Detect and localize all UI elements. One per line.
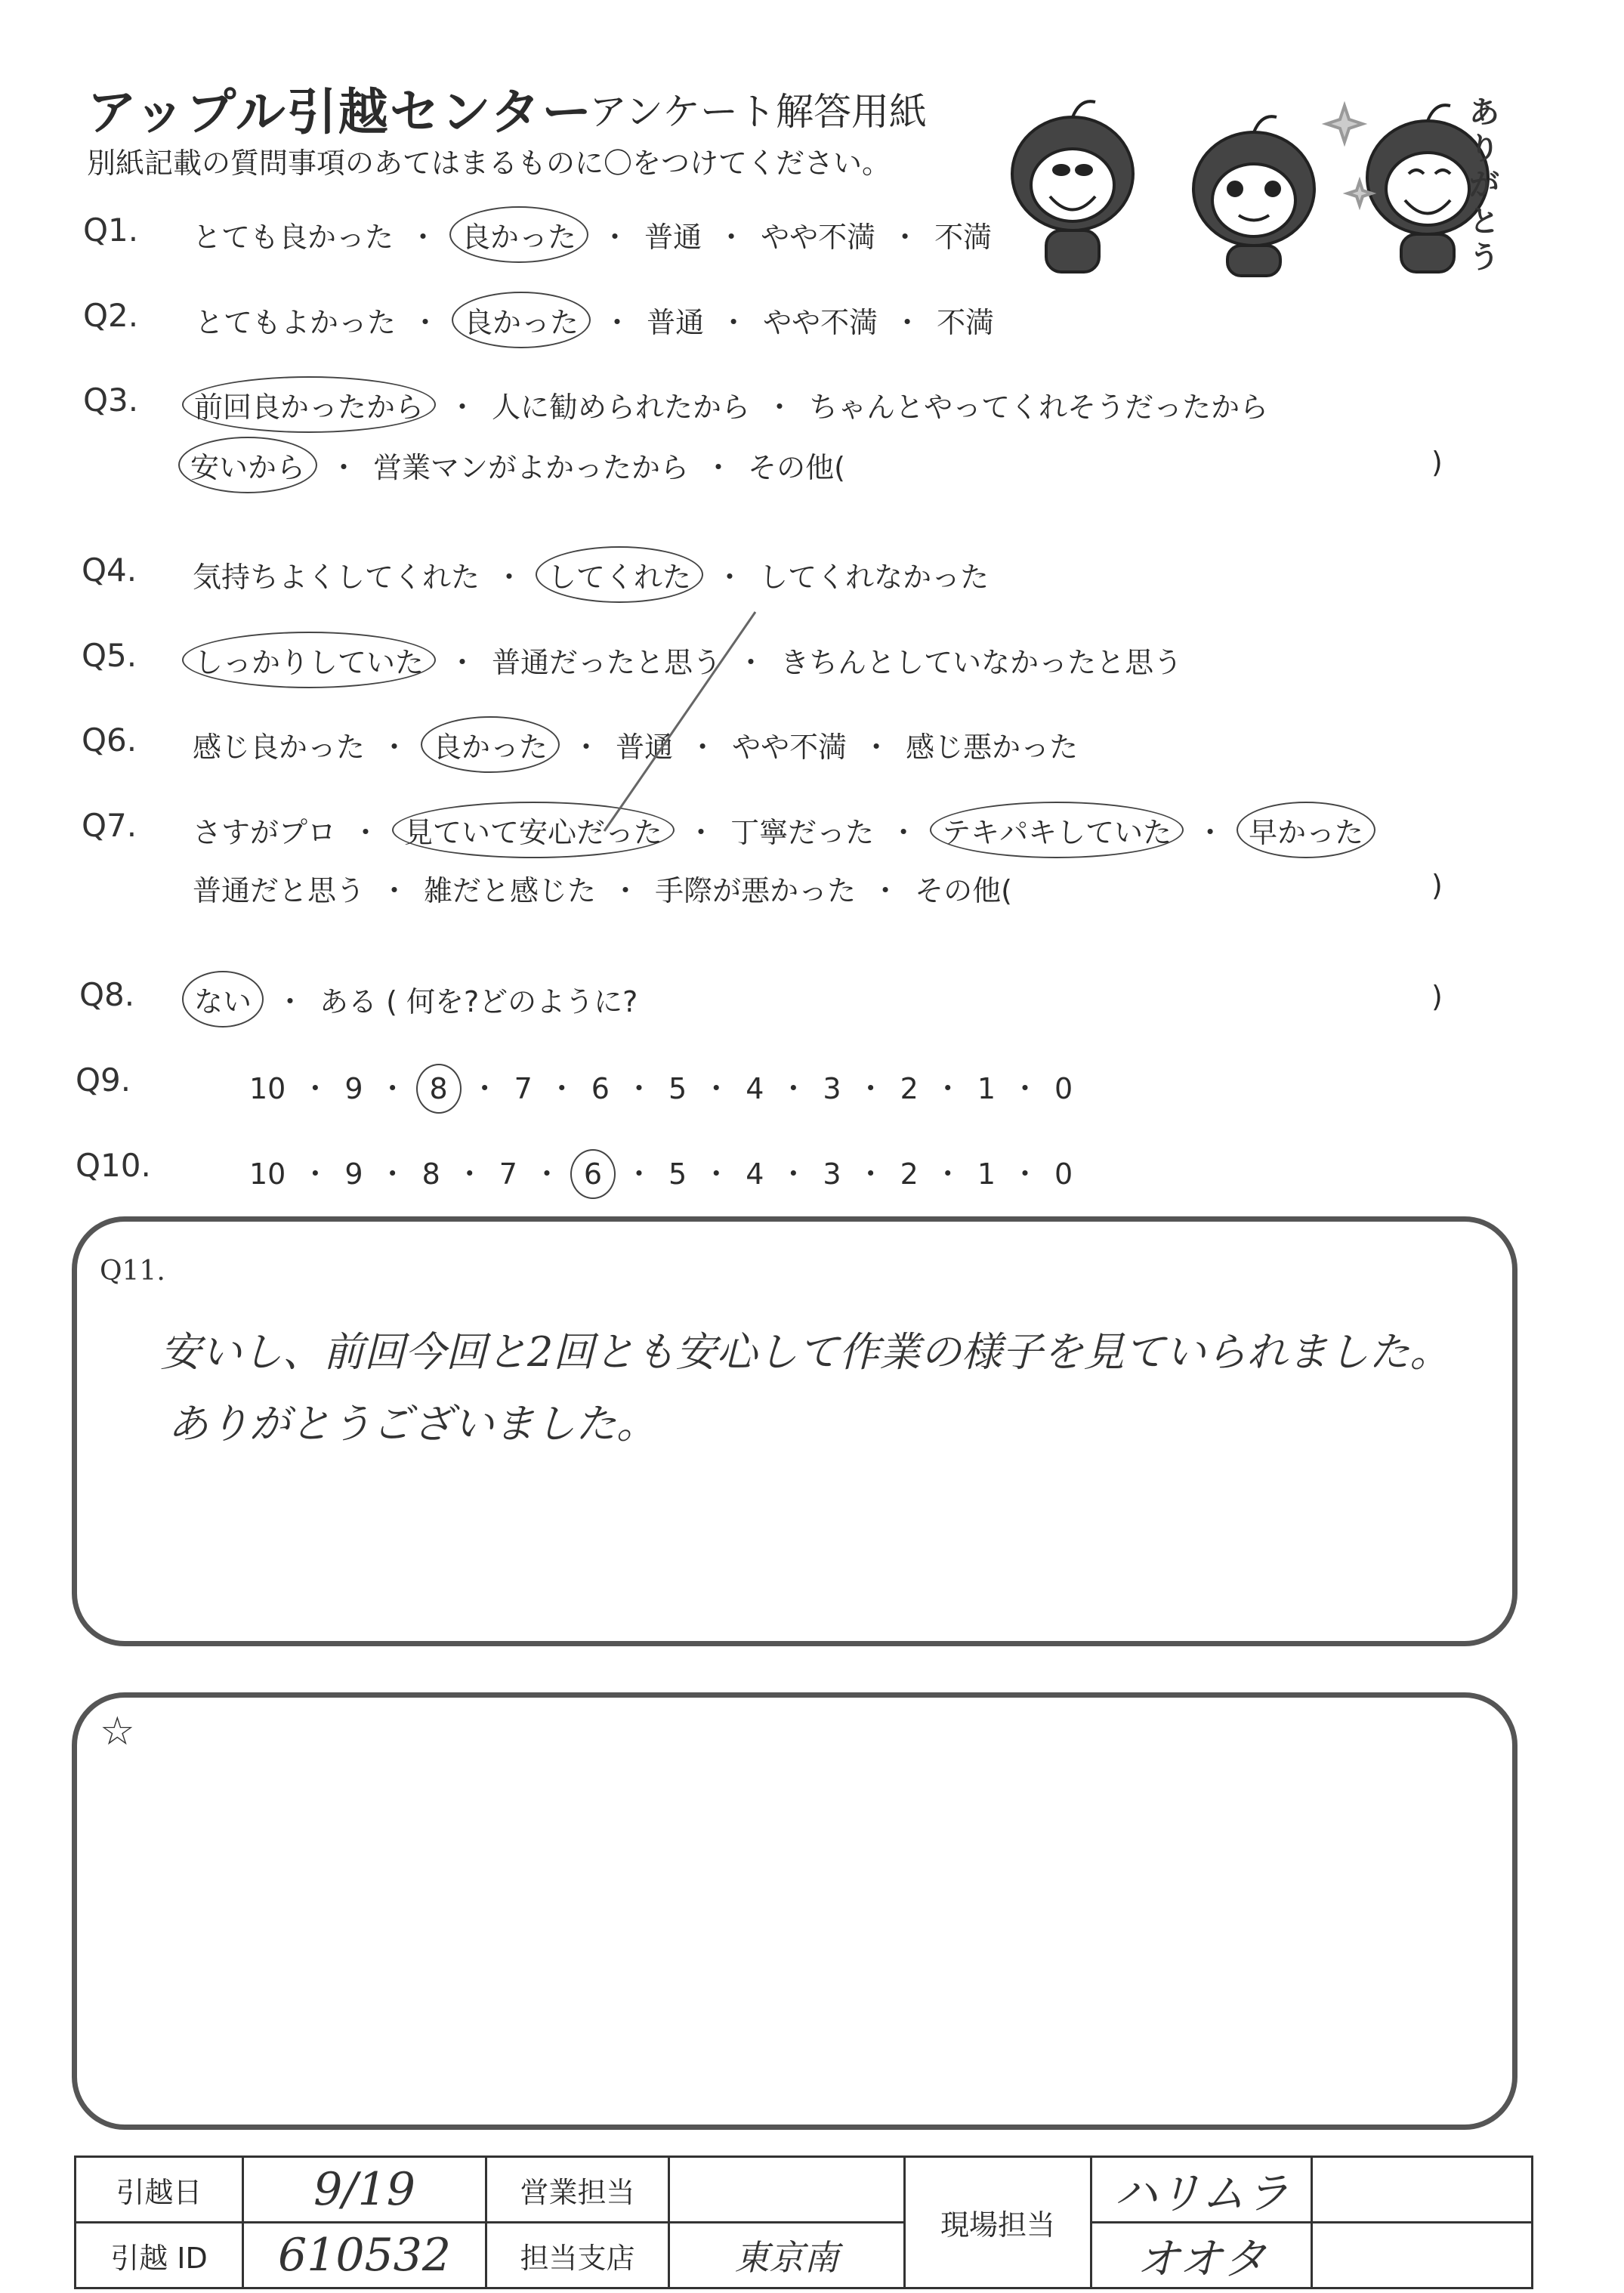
q3-option[interactable]: ちゃんとやってくれそうだったから <box>809 391 1269 424</box>
q5-option[interactable]: きちんとしていなかったと思う <box>780 646 1183 679</box>
q3-option-other[interactable]: その他( <box>748 451 845 484</box>
site-staff-value-1[interactable]: ハリムラ <box>1091 2157 1312 2223</box>
q9-score[interactable]: 2 <box>900 1072 919 1105</box>
q9-score[interactable]: 5 <box>668 1072 687 1105</box>
q2-options: とてもよかった ・ 良かった ・ 普通 ・ やや不満 ・ 不満 <box>195 299 994 341</box>
star-icon: ☆ <box>100 1709 135 1754</box>
q4-option[interactable]: 気持ちよくしてくれた <box>193 561 480 594</box>
q2-option-circled[interactable]: 良かった <box>452 292 591 348</box>
q9-score[interactable]: 10 <box>249 1072 286 1105</box>
q9-score[interactable]: 0 <box>1054 1072 1073 1105</box>
instruction-text: 別紙記載の質問事項のあてはまるものに〇をつけてください。 <box>87 147 891 180</box>
q4-option[interactable]: してくれなかった <box>759 561 990 594</box>
q1-option[interactable]: 普通 <box>644 221 702 254</box>
q6-option[interactable]: 感じ良かった <box>193 731 366 764</box>
q7-option[interactable]: 雑だと感じた <box>424 874 597 907</box>
q9-scale: 10 ・ 9 ・ 8 ・ 7 ・ 6 ・ 5 ・ 4 ・ 3 ・ 2 ・ 1 ・ 0 <box>249 1065 1073 1107</box>
q10-score[interactable]: 3 <box>823 1157 841 1191</box>
q7-option[interactable]: 普通だと思う <box>193 874 366 907</box>
q6-option[interactable]: 普通 <box>616 731 674 764</box>
monkey-mascots-illustration <box>990 76 1518 280</box>
q11-answer-line1: 安いし、前回今回と2回とも安心して作業の様子を見ていられました。 <box>160 1328 1451 1376</box>
q7-options-line1: さすがプロ ・ 見ていて安心だった ・ 丁寧だった ・ テキパキしていた ・ 早かった <box>193 809 1372 851</box>
q8-option-circled[interactable]: ない <box>182 971 264 1028</box>
q1-option[interactable]: 不満 <box>934 221 993 254</box>
q2-option[interactable]: 普通 <box>647 306 705 339</box>
q8-close-paren: ) <box>1431 980 1443 1013</box>
q1-option[interactable]: やや不満 <box>761 221 876 254</box>
q7-option[interactable]: さすがプロ <box>193 816 337 849</box>
q2-option[interactable]: やや不満 <box>763 306 878 339</box>
q5-option[interactable]: 普通だったと思う <box>492 646 722 679</box>
q9-score[interactable]: 1 <box>977 1072 996 1105</box>
move-id-label: 引越 ID <box>76 2223 243 2288</box>
footer-info-table <box>74 2155 1533 2289</box>
q5-label: Q5. <box>82 637 137 674</box>
q9-score-circled[interactable]: 8 <box>416 1064 462 1114</box>
q3-option[interactable]: 人に勧められたから <box>492 391 751 424</box>
q5-options: しっかりしていた ・ 普通だったと思う ・ きちんとしていなかったと思う <box>185 639 1182 681</box>
q7-option-circled[interactable]: テキパキしていた <box>930 802 1184 858</box>
q10-score[interactable]: 4 <box>746 1157 764 1191</box>
q7-option[interactable]: 手際が悪かった <box>655 874 857 907</box>
q1-label: Q1. <box>83 212 139 249</box>
q3-option[interactable]: 営業マンがよかったから <box>373 451 690 484</box>
q8-label: Q8. <box>79 976 135 1013</box>
q6-options: 感じ良かった ・ 良かった ・ 普通 ・ やや不満 ・ 感じ悪かった <box>193 724 1078 765</box>
sheet-subtitle: アンケート解答用紙 <box>589 90 927 134</box>
q9-score[interactable]: 4 <box>746 1072 764 1105</box>
q7-option-circled[interactable]: 早かった <box>1237 802 1375 858</box>
sales-rep-value[interactable] <box>669 2157 905 2223</box>
site-staff-value-2[interactable]: オオタ <box>1091 2223 1312 2288</box>
q11-comment-box[interactable] <box>72 1216 1517 1646</box>
move-date-value[interactable]: 9/19 <box>243 2157 486 2223</box>
q1-option[interactable]: とても良かった <box>193 221 394 254</box>
q5-option-circled[interactable]: しっかりしていた <box>182 632 436 688</box>
q9-score[interactable]: 7 <box>514 1072 533 1105</box>
q3-label: Q3. <box>83 382 139 419</box>
q3-option-circled[interactable]: 安いから <box>178 437 317 493</box>
q2-option[interactable]: 不満 <box>937 306 995 339</box>
branch-label: 担当支店 <box>486 2223 669 2288</box>
q9-score[interactable]: 3 <box>823 1072 841 1105</box>
q4-option-circled[interactable]: してくれた <box>536 546 703 603</box>
star-comment-box[interactable] <box>72 1692 1517 2130</box>
stray-pen-stroke <box>589 604 770 846</box>
q7-option-other[interactable]: その他( <box>915 874 1012 907</box>
q1-option-circled[interactable]: 良かった <box>449 206 588 263</box>
q3-close-paren: ) <box>1431 446 1443 479</box>
q9-score[interactable]: 6 <box>591 1072 610 1105</box>
q10-scale: 10 ・ 9 ・ 8 ・ 7 ・ 6 ・ 5 ・ 4 ・ 3 ・ 2 ・ 1 ・ 0 <box>249 1151 1073 1192</box>
site-staff-extra-1[interactable] <box>1312 2157 1533 2223</box>
q10-score[interactable]: 5 <box>668 1157 687 1191</box>
sales-rep-label: 営業担当 <box>486 2157 669 2223</box>
q10-score[interactable]: 8 <box>421 1157 440 1191</box>
q8-option-other[interactable]: ある ( 何を?どのように? <box>320 985 638 1018</box>
q3-options-line1: 前回良かったから ・ 人に勧められたから ・ ちゃんとやってくれそうだったから <box>185 384 1268 425</box>
q9-score[interactable]: 9 <box>344 1072 363 1105</box>
q6-option[interactable]: 感じ悪かった <box>906 731 1079 764</box>
q6-option[interactable]: やや不満 <box>732 731 848 764</box>
q7-option-circled[interactable]: 見ていて安心だった <box>392 802 675 858</box>
q8-options: ない ・ ある ( 何を?どのように? <box>185 978 638 1020</box>
q7-options-line2: 普通だと思う ・ 雑だと感じた ・ 手際が悪かった ・ その他( <box>193 874 1012 907</box>
q3-option-circled[interactable]: 前回良かったから <box>182 376 436 433</box>
q11-answer-line2: ありがとうございました。 <box>168 1400 657 1448</box>
q7-option[interactable]: 丁寧だった <box>730 816 875 849</box>
site-staff-label: 現場担当 <box>905 2157 1091 2288</box>
q7-label: Q7. <box>82 807 137 844</box>
q6-label: Q6. <box>82 722 137 759</box>
q3-options-line2: 安いから ・ 営業マンがよかったから ・ その他( <box>181 444 845 486</box>
q6-option-circled[interactable]: 良かった <box>421 716 560 773</box>
q4-label: Q4. <box>82 552 137 589</box>
move-id-value[interactable]: 610532 <box>243 2223 486 2288</box>
sheet-title: アップル引越センター <box>87 83 594 141</box>
q10-score[interactable]: 10 <box>249 1157 286 1191</box>
q10-score[interactable]: 0 <box>1054 1157 1073 1191</box>
q10-score-circled[interactable]: 6 <box>570 1149 616 1199</box>
move-date-label: 引越日 <box>76 2157 243 2223</box>
q10-score[interactable]: 2 <box>900 1157 919 1191</box>
q9-label: Q9. <box>76 1062 131 1099</box>
q2-option[interactable]: とてもよかった <box>195 306 397 339</box>
q1-options: とても良かった ・ 良かった ・ 普通 ・ やや不満 ・ 不満 <box>193 214 992 255</box>
q10-score[interactable]: 1 <box>977 1157 996 1191</box>
branch-value[interactable]: 東京南 <box>669 2223 905 2288</box>
q11-label: Q11. <box>100 1256 165 1287</box>
q10-score[interactable]: 9 <box>344 1157 363 1191</box>
q10-score[interactable]: 7 <box>499 1157 517 1191</box>
q10-label: Q10. <box>76 1147 151 1184</box>
q4-options: 気持ちよくしてくれた ・ してくれた ・ してくれなかった <box>193 554 989 595</box>
thanks-vertical-text: ありがとう <box>1469 95 1499 275</box>
q7-close-paren: ) <box>1431 869 1443 902</box>
site-staff-extra-2[interactable] <box>1312 2223 1533 2288</box>
q2-label: Q2. <box>83 297 139 334</box>
